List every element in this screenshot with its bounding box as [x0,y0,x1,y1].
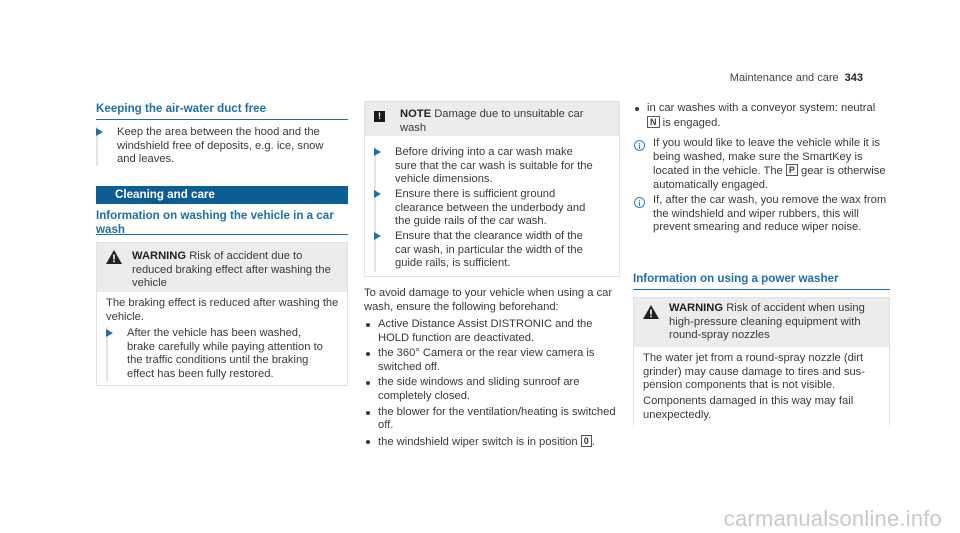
page-header [730,72,863,86]
arrow-right-icon [96,128,103,136]
info-smartkey: If you would like to leave the vehicle while it is being washed, make sure the SmartKey is located in the vehicle. The P gear is otherwise automatically engaged. [653,137,886,191]
note-header [365,102,619,136]
warning-header [97,243,347,292]
heading-car-wash: Information on washing the vehicle in a car wash [96,209,334,236]
step-text: Keep the area between the hood and the windshield free of deposits, e.g. ice, snow and leaves. [117,126,324,166]
list-item: Active Distance Assist DISTRONIC and the HOLD function are deactivated. [364,318,620,345]
action-step [96,126,348,167]
conveyor-bullet [633,102,890,132]
warning-label: WARNING [132,250,187,262]
warning-box [96,242,348,386]
action-step [374,230,614,271]
note-label: NOTE [400,108,432,120]
warning-header [634,298,889,347]
note-box [364,101,620,277]
warning-icon [643,305,659,319]
warning-body: Components damaged in this way may fail unexpectedly. [643,395,854,421]
notice-icon: ! [374,111,385,122]
heading-air-water-duct: Keeping the air-water duct free [96,102,267,115]
step-text: After the vehicle has been washed, brake carefully while paying attention to the traffic conditions until the braking effect has been fully restored. [127,327,323,380]
arrow-right-icon [106,329,113,337]
arrow-right-icon [374,190,381,198]
wiper-position-icon: 0 [581,435,592,447]
warning-icon [106,250,122,264]
action-step [374,188,614,229]
warning-label: WARNING [669,302,724,314]
warning-text: WARNING Risk of accident when using high-pressure cleaning equipment with round-spray nozzles [669,302,865,342]
heading-rule [96,119,348,120]
step-text: Before driving into a car wash make sure that the car wash is suitable for the vehicle dimensions. [395,146,593,186]
car-wash-checklist [364,318,620,451]
info-icon: i [634,140,645,151]
section-title: Maintenance and care [729,72,839,84]
heading-rule [96,234,348,235]
watermark: carmanualsonline.info [723,506,942,532]
arrow-right-icon [374,148,381,156]
neutral-gear-icon: N [647,116,660,128]
heading-rule [633,289,890,290]
list-item: the windshield wiper switch is in position 0 . [364,435,620,450]
page-number: 343 [844,72,863,84]
arrow-right-icon [374,232,381,240]
action-step [106,327,342,381]
warning-text: WARNING Risk of accident due to reduced braking effect after washing the vehicle [132,250,331,290]
warning-body: The water jet from a round-spray nozzle (dirt grinder) may cause damage to tires and suspension components that is not visible. [643,352,865,392]
list-item: the 360° Camera or the rear view camera is switched off. [364,347,620,374]
section-bar: Cleaning and care [96,186,348,204]
park-gear-icon: P [786,164,798,176]
action-step [374,146,614,187]
note-text: NOTE Damage due to unsuitable car wash [400,108,584,134]
warning-box [633,297,890,427]
heading-power-washer: Information on using a power washer [633,272,839,285]
step-text: Ensure that the clearance width of the car wash, in particular the width of the guide rails, is sufficient. [395,230,583,270]
list-item: the blower for the ventilation/heating is switched off. [364,406,620,433]
list-item: the side windows and sliding sunroof are completely closed. [364,376,620,403]
car-wash-intro: To avoid damage to your vehicle when using a car wash, ensure the following beforehand: [364,287,613,313]
info-icon: i [634,197,645,208]
step-text: Ensure there is sufficient ground clearance between the underbody and the guide rails of the car wash. [395,188,586,228]
list-item: in car washes with a conveyor system: neutral N is engaged. [633,102,890,130]
info-wax: If, after the car wash, you remove the wax from the windshield and wiper rubbers, this will prevent smearing and reduce wiper noise. [653,194,887,234]
warning-body: The braking effect is reduced after washing the vehicle. [106,297,339,323]
